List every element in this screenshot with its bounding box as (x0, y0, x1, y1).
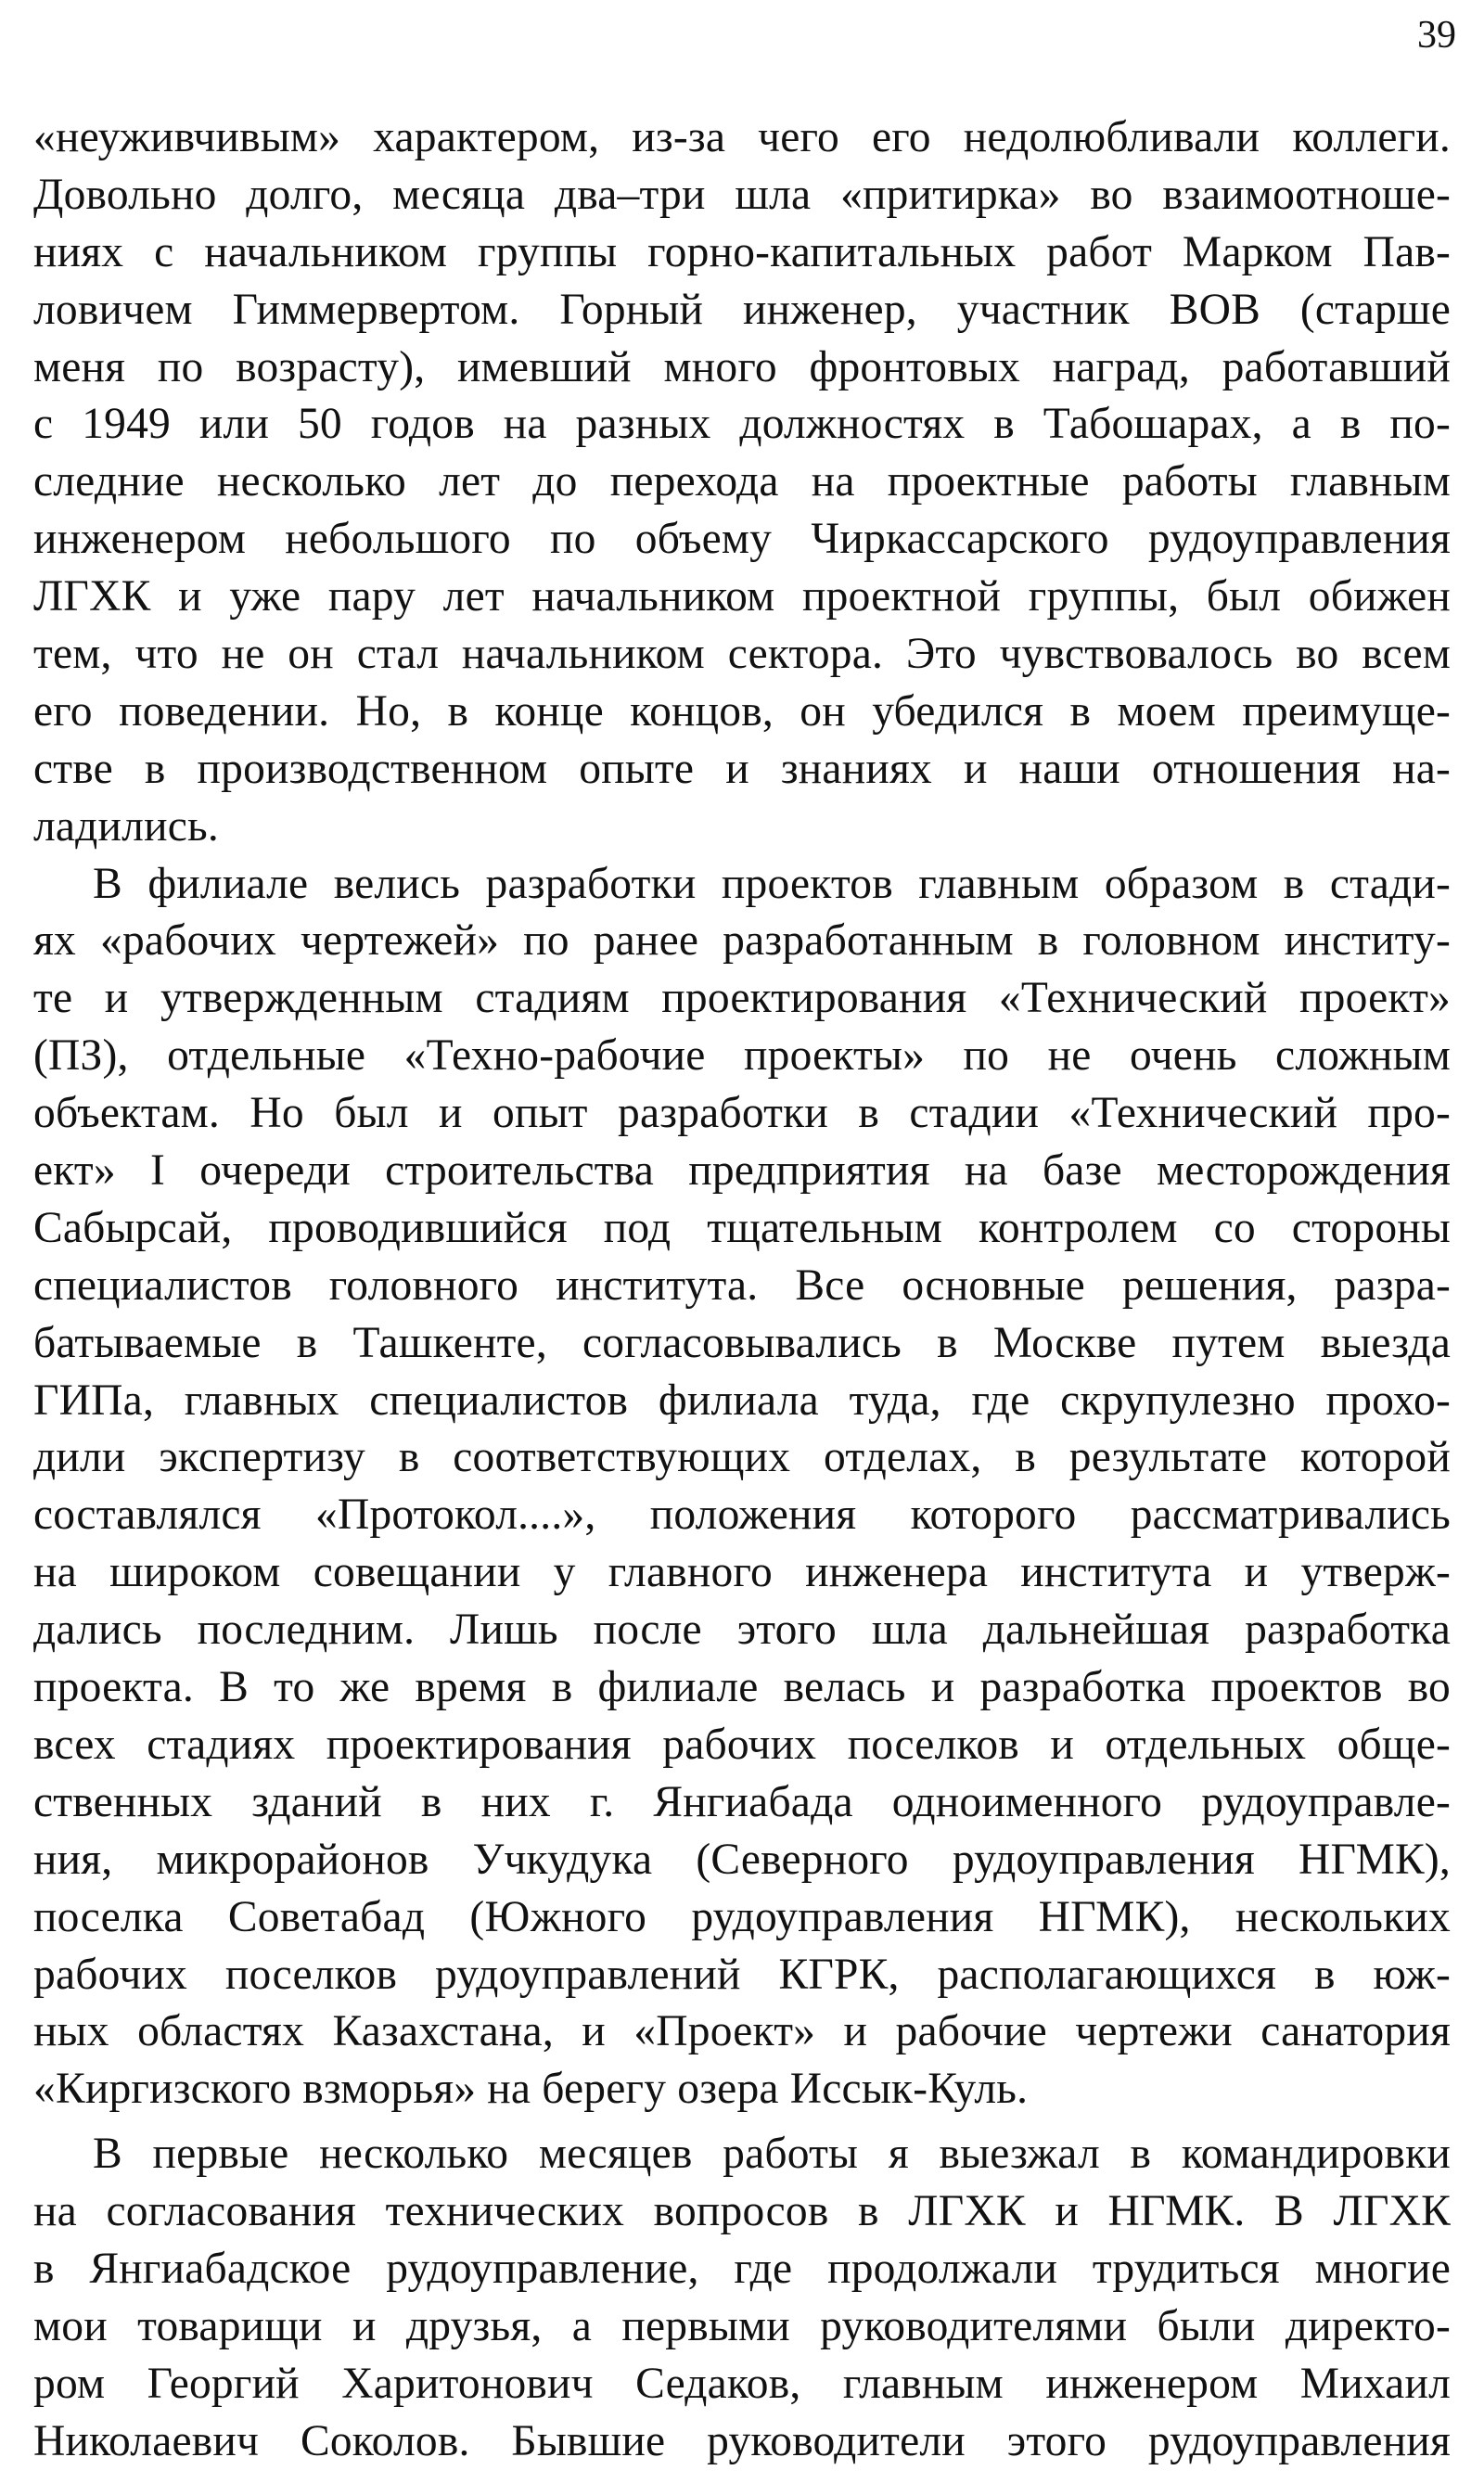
text-line: ных областях Казахстана, и «Проект» и рабочие чертежи санатория (33, 2007, 1451, 2056)
text-line: ЛГХК и уже пару лет начальником проектной группы, был обижен (33, 572, 1451, 621)
text-line: инженером небольшого по объему Чиркассарского рудоуправления (33, 515, 1451, 564)
text-line: его поведении. Но, в конце концов, он убедился в моем преимуще- (33, 686, 1451, 736)
text-line: Николаевич Соколов. Бывшие руководители этого рудоуправления (33, 2416, 1451, 2465)
text-line: ях «рабочих чертежей» по ранее разработанным в головном институ- (33, 916, 1451, 966)
text-line: ром Георгий Харитонович Седаков, главным инженером Михаил (33, 2359, 1451, 2408)
text-line: меня по возрасту), имевший много фронтовых наград, работавший (33, 342, 1451, 391)
text-line: с 1949 или 50 годов на разных должностях в Табошарах, а в по- (33, 400, 1451, 449)
paragraph-1 (33, 109, 1451, 856)
text-line: «неуживчивым» характером, из-за чего его недолюбливали коллеги. (33, 113, 1451, 161)
text-line: объектам. Но был и опыт разработки в стадии «Технический про- (33, 1089, 1451, 1138)
text-line: тем, что не он стал начальником сектора. Это чувствовалось во всем (33, 630, 1451, 679)
text-line: те и утвержденным стадиям проектирования «Технический проект» (33, 974, 1451, 1023)
text-line: «Киргизского взморья» на берегу озера Иссык-Куль. (33, 2065, 1029, 2114)
text-line: ГИПа, главных специалистов филиала туда, где скрупулезно прохо- (33, 1376, 1451, 1425)
text-line: ладились. (33, 801, 219, 851)
paragraph-2 (33, 856, 1451, 2119)
text-line: составлялся «Протокол....», положения которого рассматривались (33, 1491, 1451, 1540)
text-line: поселка Советабад (Южного рудоуправления НГМК), нескольких (33, 1892, 1451, 1941)
text-line: В первые несколько месяцев работы я выезжал в командировки (93, 2130, 1451, 2179)
text-line: Сабырсай, проводившийся под тщательным контролем со стороны (33, 1203, 1451, 1252)
text-line: (ПЗ), отдельные «Техно-рабочие проекты» по не очень сложным (33, 1031, 1451, 1081)
text-line: в Янгиабадское рудоуправление, где продолжали трудиться многие (33, 2244, 1451, 2293)
page-body-text (33, 109, 1451, 2471)
text-line: ния, микрорайонов Учкудука (Северного рудоуправления НГМК), (33, 1835, 1451, 1884)
text-line: всех стадиях проектирования рабочих поселков и отдельных обще- (33, 1720, 1451, 1769)
text-line: следние несколько лет до перехода на проектные работы главным (33, 457, 1451, 506)
text-line: ловичем Гиммервертом. Горный инженер, участник ВОВ (старше (33, 285, 1451, 334)
text-line: ниях с начальником группы горно-капитальных работ Марком Пав- (33, 227, 1451, 276)
text-line: специалистов головного института. Все основные решения, разра- (33, 1261, 1451, 1310)
paragraph-spacer (33, 2118, 1451, 2126)
text-line: проекта. В то же время в филиале велась и разработка проектов во (33, 1663, 1451, 1712)
text-line: на широком совещании у главного инженера института и утверж- (33, 1548, 1451, 1597)
text-line: ственных зданий в них г. Янгиабада одноименного рудоуправле- (33, 1777, 1451, 1826)
paragraph-3 (33, 2126, 1451, 2470)
text-line: дались последним. Лишь после этого шла дальнейшая разработка (33, 1606, 1451, 1655)
text-line: рабочих поселков рудоуправлений КГРК, располагающихся в юж- (33, 1950, 1451, 1999)
page-number: 39 (1417, 14, 1456, 57)
text-line: батываемые в Ташкенте, согласовывались в Москве путем выезда (33, 1318, 1451, 1367)
text-line: мои товарищи и друзья, а первыми руководителями были директо- (33, 2301, 1451, 2350)
text-line: стве в производственном опыте и знаниях и наши отношения на- (33, 744, 1451, 793)
text-line: дили экспертизу в соответствующих отделах, в результате которой (33, 1433, 1451, 1482)
text-line: Довольно долго, месяца два–три шла «притирка» во взаимоотноше- (33, 170, 1451, 219)
text-line: В филиале велись разработки проектов главным образом в стади- (93, 859, 1451, 908)
text-line: на согласования технических вопросов в ЛГХК и НГМК. В ЛГХК (33, 2187, 1451, 2236)
text-line: ект» I очереди строительства предприятия на базе месторождения (33, 1146, 1451, 1196)
